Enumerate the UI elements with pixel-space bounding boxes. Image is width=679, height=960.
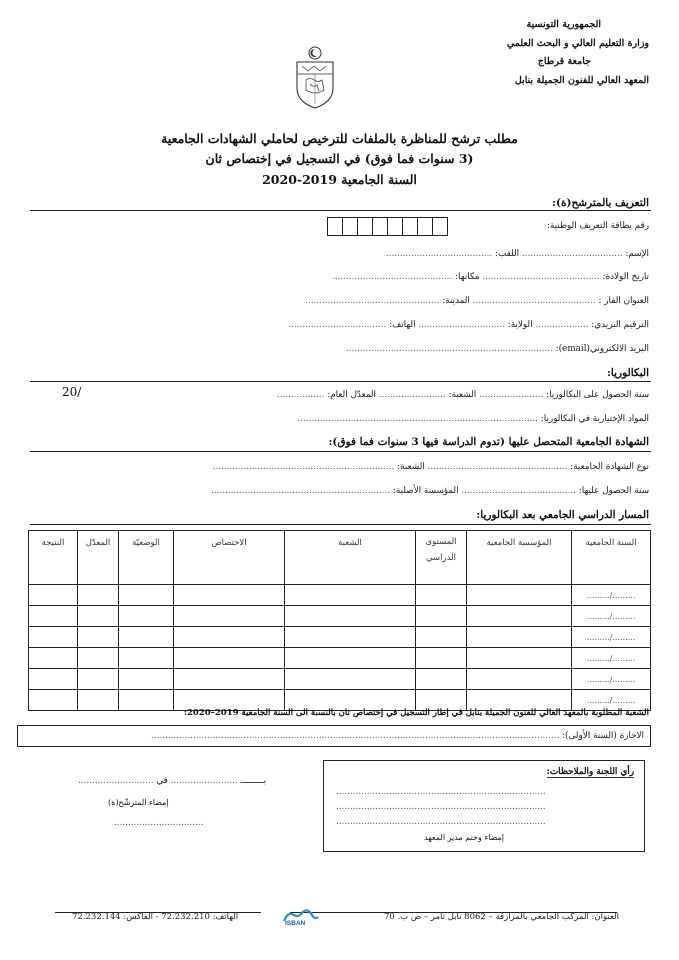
col-branch: الشعبة [285, 531, 416, 585]
table-cell[interactable] [174, 585, 285, 606]
first-year-license-field[interactable]: .................................................................................................................................................. [151, 731, 560, 741]
table-cell[interactable] [174, 606, 285, 627]
table-cell[interactable]: ........./......... [572, 606, 651, 627]
governorate-field[interactable]: ............................... [418, 320, 505, 330]
degree-year-row[interactable] [211, 486, 649, 496]
name-field[interactable]: .................................... [521, 249, 623, 259]
origin-institution-label: المؤسسة الأصلية: [392, 486, 459, 496]
bac-year-row[interactable] [277, 390, 649, 400]
bac-divider [30, 381, 651, 382]
path-divider [30, 524, 651, 525]
committee-box [323, 760, 645, 852]
committee-heading: رأي اللجنة والملاحظات: [546, 767, 634, 777]
academic-year-title: السنة الجامعية 2019-2020 [262, 172, 417, 187]
address-label: العنوان القار : [598, 296, 649, 306]
requested-specialty-box[interactable] [17, 725, 651, 747]
average-out-of-20: 20/ [62, 385, 82, 399]
table-cell[interactable] [29, 648, 78, 669]
place-field[interactable]: ........................ [170, 776, 238, 786]
date-field[interactable]: ........................... [78, 776, 154, 786]
path-heading: المسار الدراسي الجامعي بعد البكالوريا: [476, 509, 649, 521]
table-cell[interactable] [78, 606, 119, 627]
table-cell[interactable] [467, 627, 572, 648]
degree-year-field[interactable]: ......................................... [461, 486, 576, 496]
postal-row[interactable] [288, 320, 649, 330]
footer-address: العنوان: المركب الجامعي بالمرازقة – 8062 نابل تامر – ص ب. 70 [383, 912, 619, 922]
table-cell[interactable] [467, 669, 572, 690]
id-digit-box[interactable] [402, 217, 418, 236]
candidate-signature-label: إمضاء المترشّح(ة) [108, 798, 169, 807]
table-cell[interactable] [78, 690, 119, 711]
birth-place-field[interactable]: ........................................... [332, 272, 453, 282]
col-academic-year: السنة الجامعية [572, 531, 651, 585]
birth-date-field[interactable]: .......................................... [482, 272, 600, 282]
birth-place-label: مكانها: [455, 272, 480, 282]
degree-heading: الشهادة الجامعية المتحصل عليها (تدوم الدراسة فيها 3 سنوات فما فوق): [328, 436, 649, 448]
birth-date-label: تاريخ الولادة: [602, 272, 649, 282]
degree-type-label: نوع الشهادة الجامعية: [570, 462, 649, 472]
table-cell[interactable] [29, 606, 78, 627]
logo-text: ISBAN [285, 920, 306, 927]
bac-heading: البكالوريا: [607, 367, 649, 379]
table-row [29, 585, 651, 606]
committee-notes-line-1[interactable]: ........................................................................... [336, 787, 546, 797]
identity-heading: التعريف بالمترشح(ة): [552, 197, 649, 209]
form-title-line-1: مطلب ترشح للمناظرة بالملفات للترخيص لحاملي الشهادات الجامعية [161, 131, 518, 146]
table-cell[interactable] [174, 648, 285, 669]
name-row[interactable] [386, 249, 649, 259]
bac-year-label: سنة الحصول على البكالوريا: [546, 390, 649, 400]
table-cell[interactable] [78, 648, 119, 669]
table-cell[interactable] [416, 585, 467, 606]
table-cell[interactable] [78, 585, 119, 606]
table-cell[interactable] [285, 627, 416, 648]
id-digit-box[interactable] [372, 217, 388, 236]
place-label: بـــــــــ [240, 776, 267, 786]
phone-label: الهاتف: [389, 320, 416, 330]
id-digit-box[interactable] [387, 217, 403, 236]
table-cell[interactable] [285, 669, 416, 690]
id-digit-box[interactable] [417, 217, 433, 236]
col-status: الوضعيّة [119, 531, 174, 585]
table-header-row [29, 531, 651, 585]
table-row [29, 606, 651, 627]
committee-notes-line-2[interactable]: ........................................................................... [336, 802, 546, 812]
table-cell[interactable] [119, 669, 174, 690]
first-year-license-label: الاجازة (السنة الأولى): [562, 731, 644, 741]
ministry-header [507, 20, 649, 85]
city-field[interactable]: ................................................ [305, 296, 440, 306]
name-label: الإسم: [625, 249, 649, 259]
tunisia-emblem [290, 44, 340, 110]
optional-subjects-label: المواد الإختيارية في البكالوريا: [540, 414, 649, 424]
postal-code-label: الترقيم البريدي: [591, 320, 649, 330]
table-cell[interactable] [29, 669, 78, 690]
degree-year-label: سنة الحصول عليها: [578, 486, 649, 496]
table-cell[interactable] [285, 606, 416, 627]
city-label: المدينة: [442, 296, 470, 306]
col-specialty: الاختصاص [174, 531, 285, 585]
address-row[interactable] [305, 296, 649, 306]
col-average: المعدّل [78, 531, 119, 585]
national-id-boxes[interactable] [328, 217, 448, 240]
optional-subjects-row[interactable] [297, 414, 649, 424]
table-cell[interactable]: ........./......... [572, 627, 651, 648]
table-cell[interactable] [285, 585, 416, 606]
optional-subjects-field[interactable]: ...................................................................................... [297, 414, 538, 424]
email-row[interactable] [346, 344, 649, 354]
candidate-signature-field[interactable]: ................................ [114, 818, 204, 828]
director-signature-label: إمضاء وختم مدير المعهد [424, 833, 504, 842]
surname-field[interactable]: ...................................... [385, 249, 493, 259]
signature-place-date-row[interactable] [78, 776, 266, 786]
academic-path-table [28, 530, 651, 711]
table-cell[interactable] [416, 627, 467, 648]
table-cell[interactable]: ........./......... [572, 669, 651, 690]
table-cell[interactable] [467, 648, 572, 669]
table-cell[interactable] [467, 585, 572, 606]
institute-label: المعهد العالي للفنون الجميلة بنابل [514, 74, 649, 86]
table-cell[interactable] [174, 669, 285, 690]
table-cell[interactable]: ........./......... [572, 648, 651, 669]
governorate-label: الولاية: [507, 320, 533, 330]
table-cell[interactable] [467, 606, 572, 627]
bac-year-field[interactable]: ....................... [479, 390, 544, 400]
republic-label: الجمهورية التونسية [526, 19, 601, 30]
col-level: المستوى الدراسي [416, 531, 467, 585]
table-cell[interactable] [119, 627, 174, 648]
identity-divider [30, 210, 651, 211]
bac-branch-field[interactable]: ........................ [378, 390, 446, 400]
address-field[interactable]: ............................................ [472, 296, 596, 306]
date-label: في [156, 776, 168, 786]
id-digit-box[interactable] [357, 217, 373, 236]
id-digit-box[interactable] [327, 217, 343, 236]
table-cell[interactable] [416, 606, 467, 627]
degree-divider [30, 451, 651, 452]
table-cell[interactable] [119, 585, 174, 606]
table-cell[interactable] [285, 648, 416, 669]
table-cell[interactable] [119, 690, 174, 711]
isban-logo [281, 905, 321, 927]
table-cell[interactable] [416, 648, 467, 669]
phone-field[interactable]: ................................... [288, 320, 387, 330]
col-result: النتيجة [29, 531, 78, 585]
table-cell[interactable] [29, 585, 78, 606]
table-cell[interactable] [78, 627, 119, 648]
degree-type-field[interactable]: .................................................. [427, 462, 568, 472]
university-label: جامعة قرطاج [537, 56, 591, 67]
id-digit-box[interactable] [432, 217, 448, 236]
degree-branch-label: الشعبة: [397, 462, 425, 472]
table-row [29, 669, 651, 690]
table-cell[interactable] [174, 627, 285, 648]
col-institution: المؤسسة الجامعية [467, 531, 572, 585]
table-row [29, 648, 651, 669]
bac-average-label: المعدّل العام: [327, 390, 376, 400]
degree-branch-field[interactable]: ................................................................. [212, 462, 395, 472]
degree-type-row[interactable] [213, 462, 649, 472]
table-cell[interactable] [78, 669, 119, 690]
table-cell[interactable] [29, 627, 78, 648]
email-label: البريد الالكتروني(email): [555, 344, 649, 354]
bac-branch-label: الشعبة: [448, 390, 477, 400]
table-cell[interactable] [29, 690, 78, 711]
table-row [29, 627, 651, 648]
email-field[interactable]: .......................................................................... [345, 344, 553, 354]
id-digit-box[interactable] [342, 217, 358, 236]
origin-institution-field[interactable]: ................................................................ [211, 486, 391, 496]
table-cell[interactable]: ........./......... [572, 690, 651, 711]
footer-phone-fax: الهاتف: 72.232.210 - الفاكس: 72.232.144 [72, 912, 239, 922]
national-id-label: رقم بطاقة التعريف الوطنية: [546, 221, 649, 231]
form-title-line-2: (3 سنوات فما فوق) في التسجيل في إختصاص ثان [205, 151, 474, 166]
table-cell[interactable] [416, 669, 467, 690]
committee-notes-line-3[interactable]: ........................................................................... [336, 817, 546, 827]
requested-specialty-label: الشعبة المطلوبة بالمعهد العالي للفنون الجميلة بنابل في إطار التسجيل في إختصاص ثان بالنسبة الى السنة الجامعية 2019–2020: [183, 708, 649, 718]
table-cell[interactable] [119, 606, 174, 627]
ministry-label: وزارة التعليم العالي و البحث العلمي [506, 37, 649, 49]
table-cell[interactable] [119, 648, 174, 669]
bac-average-field[interactable]: ................. [276, 390, 325, 400]
surname-label: اللقب: [494, 249, 520, 259]
postal-code-field[interactable]: ................... [535, 320, 589, 330]
table-cell[interactable]: ........./......... [572, 585, 651, 606]
birth-row[interactable] [332, 272, 649, 282]
